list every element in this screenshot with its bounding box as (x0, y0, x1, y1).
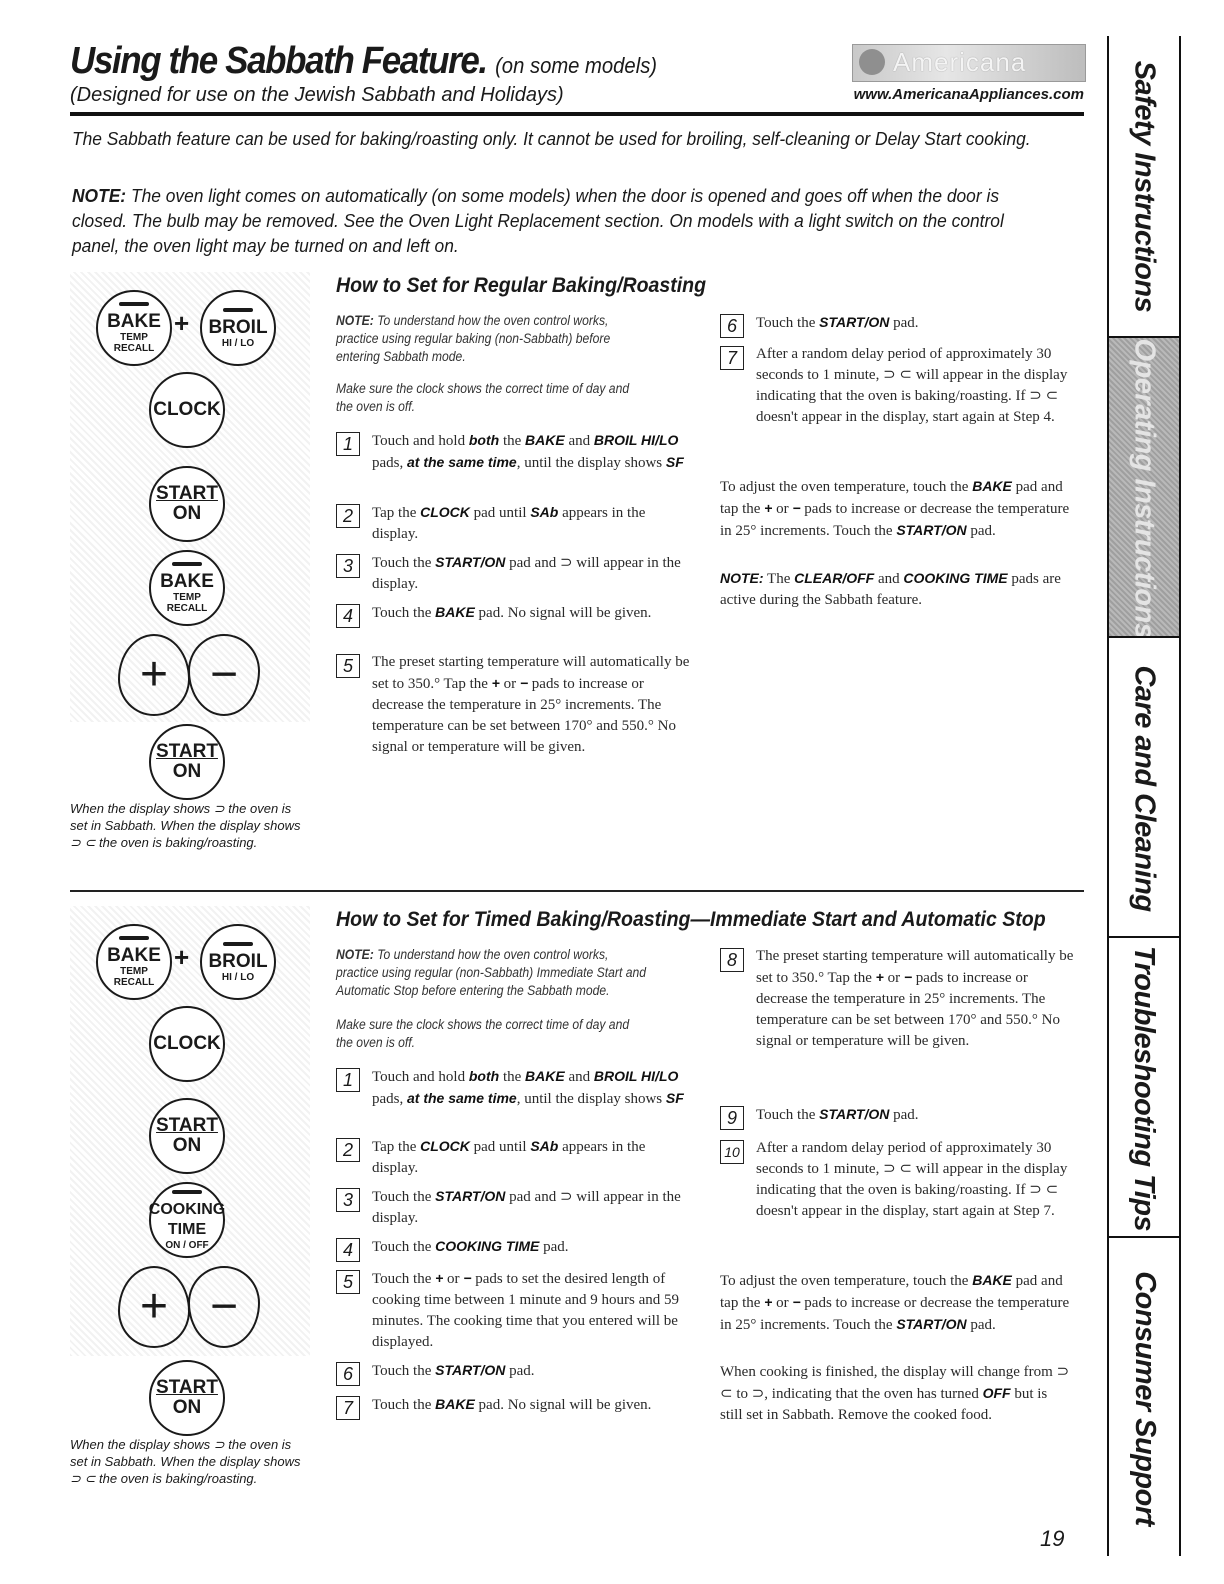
step-number: 6 (336, 1362, 360, 1386)
step-text: Touch and hold both the BAKE and BROIL HI/LO pads, at the same time, until the display shows SF (372, 432, 684, 471)
note-text: The oven light comes on automatically (on some models) when the door is opened and goes off when the door is closed. The bulb may be removed. See the Oven Light Replacement section. On models with a light switch on the control panel, the oven light may be turned on and left on. (72, 185, 1004, 256)
step-item (336, 1268, 696, 1356)
website-link[interactable]: www.AmericanaAppliances.com (853, 86, 1084, 103)
bake-pad (96, 924, 172, 1000)
plus-icon: + (139, 1280, 169, 1333)
tab-label: Safety Instructions (1128, 60, 1161, 312)
step-text: The preset starting temperature will automatically be set to 350.° Tap the + or − pads to increase or decrease the temperature in 25° increments. The temperature can be set between 170° and 550.° No signal or temperature will be given. (756, 948, 1074, 1049)
step-text: Touch the START/ON pad. (756, 314, 919, 331)
tab-label: Troubleshooting Tips (1128, 945, 1161, 1231)
step-item (720, 946, 1080, 1096)
start-on-pad (149, 466, 225, 542)
pad-label: START (156, 483, 218, 504)
pad-label: BAKE (107, 945, 161, 966)
step-text: Touch the START/ON pad and ⊃ will appear in the display. (372, 1188, 681, 1226)
tab-label: Operating Instructions (1128, 338, 1161, 638)
pad-label: START (156, 1115, 218, 1136)
pad-sublabel: ON (172, 761, 202, 782)
pad-label: START (156, 741, 218, 762)
control-panel-illustration (70, 906, 310, 1356)
step-item (720, 312, 1080, 338)
plus-pad (118, 634, 190, 716)
step-number: 3 (336, 1188, 360, 1212)
note-label: NOTE: (336, 947, 374, 962)
start-on-pad (149, 724, 225, 800)
brand-logo (852, 44, 1086, 82)
step-item (336, 502, 696, 546)
pad-label: BAKE (107, 311, 161, 332)
step-item (720, 1138, 1080, 1268)
broil-pad (200, 290, 276, 366)
note-label: NOTE: (72, 185, 127, 206)
pad-sublabel: ON (172, 1135, 202, 1156)
adjust-temperature-text: To adjust the oven temperature, touch the BAKE pad and tap the + or − pads to increase or decrease the temperature in 25° increments. Touch the START/ON pad. (720, 1272, 1070, 1333)
step-text: Touch the COOKING TIME pad. (372, 1238, 569, 1255)
pad-label: CLOCK (153, 399, 221, 420)
cooking-time-pad (149, 1182, 225, 1258)
step-item (336, 1360, 696, 1386)
step-text: Touch the BAKE pad. No signal will be given. (372, 1396, 652, 1413)
step-number: 10 (720, 1140, 744, 1164)
pad-label: BROIL (208, 316, 268, 338)
bake-pad (96, 290, 172, 366)
clock-pad (149, 1006, 225, 1082)
step-item (720, 1104, 1080, 1130)
step-text: Tap the CLOCK pad until SAb appears in the display. (372, 504, 646, 542)
section-note (336, 946, 647, 1000)
note-label: NOTE: (336, 313, 374, 328)
step-text: After a random delay period of approximately 30 seconds to 1 minute, ⊃ ⊂ will appear in the display indicating that the oven is baking/roasting. If ⊃ ⊂ doesn't appear in the display, start again at Step 4. (756, 346, 1068, 425)
plus-icon: + (139, 648, 169, 701)
step-item (336, 1136, 696, 1180)
step-item (720, 344, 1080, 474)
section-tab-bar (1107, 36, 1181, 1556)
step-number: 5 (336, 654, 360, 678)
tab-troubleshooting-tips[interactable] (1109, 936, 1179, 1238)
step-number: 6 (720, 314, 744, 338)
panel-caption: When the display shows ⊃ the oven is set in Sabbath. When the display shows ⊃ ⊂ the oven is baking/roasting. (70, 801, 301, 850)
note-text: To understand how the oven control works, practice using regular (non-Sabbath) Immediate Start and Automatic Stop before entering the Sabbath mode. (336, 947, 646, 998)
pad-label: START (156, 1377, 218, 1398)
step-item (336, 552, 696, 596)
step-item (336, 430, 696, 496)
pad-label: BAKE (160, 571, 214, 592)
step-number: 2 (336, 504, 360, 528)
pad-label: COOKING (148, 1200, 226, 1218)
indicator-bar (223, 308, 253, 312)
header-divider (70, 112, 1084, 116)
clock-pad (149, 372, 225, 448)
section-note (336, 312, 647, 366)
combine-plus-icon: + (174, 308, 190, 338)
pad-sublabel: RECALL (113, 977, 155, 988)
intro-text: The Sabbath feature can be used for baking/roasting only. It cannot be used for broiling, self-cleaning or Delay Start cooking. (72, 128, 1031, 149)
title-text: Using the Sabbath Feature. (70, 40, 487, 82)
minus-icon: − (209, 648, 239, 701)
section-note-2: Make sure the clock shows the correct time of day and the oven is off. (336, 381, 630, 414)
step-number: 2 (336, 1138, 360, 1162)
indicator-bar (119, 936, 149, 940)
step-number: 1 (336, 1068, 360, 1092)
indicator-bar (223, 942, 253, 946)
brand-mark-icon (859, 49, 885, 75)
pad-sublabel: TEMP (120, 332, 148, 343)
control-panel-illustration (70, 272, 310, 722)
indicator-bar (172, 1190, 202, 1194)
note-text: To understand how the oven control works, practice using regular baking (non-Sabbath) before entering Sabbath mode. (336, 313, 611, 364)
section-note-2: Make sure the clock shows the correct time of day and the oven is off. (336, 1017, 630, 1050)
pad-sublabel: TEMP (120, 966, 148, 977)
step-item (336, 602, 696, 646)
pad-label: CLOCK (153, 1033, 221, 1054)
general-note (72, 183, 1031, 258)
cooking-finished-text: When cooking is finished, the display will change from ⊃ ⊂ to ⊃, indicating that the oven has turned OFF but is still set in Sabbath. Remove the cooked food. (720, 1364, 1070, 1423)
step-text: The preset starting temperature will automatically be set to 350.° Tap the + or − pads to increase or decrease the temperature in 25° increments. The temperature can be set between 170° and 550.° No signal or temperature will be given. (372, 654, 690, 755)
step-item (336, 652, 696, 802)
plus-pad (118, 1266, 190, 1348)
sabbath-note: NOTE: The CLEAR/OFF and COOKING TIME pads are active during the Sabbath feature. (720, 570, 1061, 608)
step-text: Touch the + or − pads to set the desired length of cooking time between 1 minute and 9 hours and 59 minutes. The cooking time that you entered will be displayed. (372, 1270, 680, 1350)
step-text: Touch the START/ON pad. (372, 1362, 535, 1379)
pad-sublabel: ON (172, 503, 202, 524)
tab-label: Care and Cleaning (1128, 664, 1161, 912)
step-number: 9 (720, 1106, 744, 1130)
pad-sublabel: RECALL (113, 343, 155, 354)
pad-label: BROIL (208, 950, 268, 972)
brand-logo-text: Americana (893, 47, 1027, 77)
panel-caption: When the display shows ⊃ the oven is set in Sabbath. When the display shows ⊃ ⊂ the oven is baking/roasting. (70, 1437, 301, 1486)
broil-pad (200, 924, 276, 1000)
pad-sublabel: RECALL (166, 603, 208, 614)
step-text: Touch the START/ON pad. (756, 1106, 919, 1123)
minus-pad (188, 634, 260, 716)
tab-label: Consumer Support (1128, 1270, 1161, 1526)
tab-safety-instructions[interactable] (1109, 36, 1179, 336)
pad-sublabel: ON / OFF (165, 1239, 209, 1251)
tab-care-and-cleaning[interactable] (1109, 636, 1179, 938)
section-heading: How to Set for Regular Baking/Roasting (336, 274, 707, 297)
step-text: Tap the CLOCK pad until SAb appears in the display. (372, 1138, 646, 1176)
step-text: Touch and hold both the BAKE and BROIL HI/LO pads, at the same time, until the display shows SF (372, 1068, 684, 1107)
start-on-pad (149, 1098, 225, 1174)
pad-sublabel: ON (172, 1397, 202, 1418)
step-text: Touch the BAKE pad. No signal will be given. (372, 604, 652, 621)
step-text: Touch the START/ON pad and ⊃ will appear in the display. (372, 554, 681, 592)
indicator-bar (172, 562, 202, 566)
step-item (336, 1186, 696, 1230)
pad-label: TIME (167, 1220, 207, 1238)
step-text: After a random delay period of approximately 30 seconds to 1 minute, ⊃ ⊂ will appear in the display indicating that the oven is baking/roasting. If ⊃ ⊂ doesn't appear in the display, start again at Step 7. (756, 1140, 1068, 1219)
indicator-bar (119, 302, 149, 306)
minus-icon: − (209, 1280, 239, 1333)
bake-pad (149, 550, 225, 626)
step-number: 7 (720, 346, 744, 370)
adjust-temperature-text: To adjust the oven temperature, touch the BAKE pad and tap the + or − pads to increase or decrease the temperature in 25° increments. Touch the START/ON pad. (720, 478, 1070, 539)
step-number: 7 (336, 1396, 360, 1420)
step-number: 4 (336, 604, 360, 628)
step-item (336, 1066, 696, 1132)
tab-consumer-support[interactable] (1109, 1236, 1179, 1558)
section-divider (70, 890, 1084, 892)
pad-sublabel: HI / LO (221, 337, 255, 349)
start-on-pad (149, 1360, 225, 1436)
step-number: 8 (720, 948, 744, 972)
step-number: 1 (336, 432, 360, 456)
page-number: 19 (1040, 1526, 1065, 1551)
page-title (70, 40, 657, 83)
step-number: 3 (336, 554, 360, 578)
pad-sublabel: TEMP (173, 592, 201, 603)
step-item (336, 1394, 696, 1438)
title-suffix: (on some models) (495, 53, 658, 78)
tab-operating-instructions[interactable] (1109, 336, 1179, 638)
step-number: 5 (336, 1270, 360, 1294)
combine-plus-icon: + (174, 942, 190, 972)
step-number: 4 (336, 1238, 360, 1262)
pad-sublabel: HI / LO (221, 971, 255, 983)
step-item (336, 1236, 696, 1262)
page-subtitle: (Designed for use on the Jewish Sabbath and Holidays) (70, 84, 564, 106)
section-heading: How to Set for Timed Baking/Roasting—Immediate Start and Automatic Stop (336, 908, 1046, 931)
minus-pad (188, 1266, 260, 1348)
